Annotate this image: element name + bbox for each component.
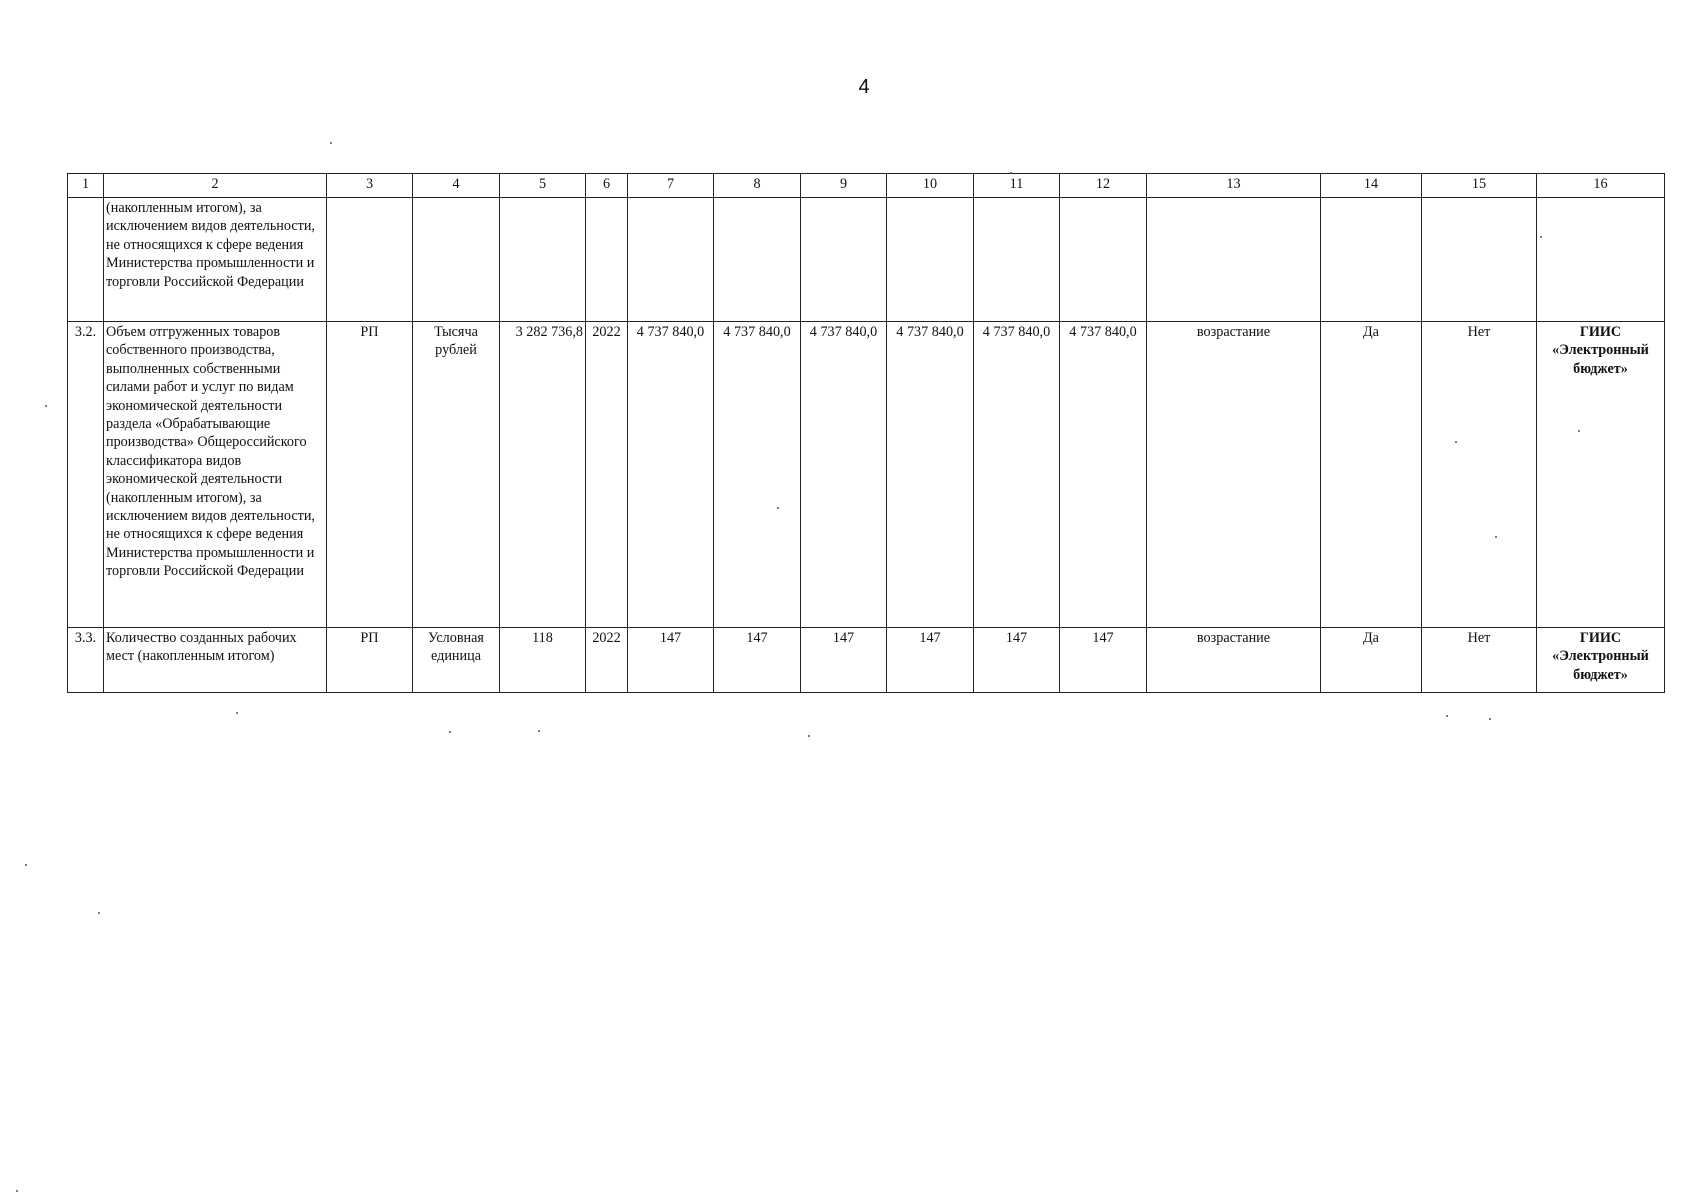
- indicator-name: (накопленным итогом), за исключением видов деятельности, не относящихся к сфере ведения Министерства промышленности и торговли Российской Федерации: [104, 198, 327, 322]
- indicators-table: [67, 173, 1665, 693]
- value-col-7: [628, 198, 714, 322]
- information-system: ГИИС «Электронный бюджет»: [1537, 628, 1665, 693]
- scan-speck: [449, 731, 451, 733]
- scan-speck: [1578, 430, 1580, 432]
- value-col-11: 4 737 840,0: [974, 322, 1060, 628]
- value-col-9: 147: [801, 628, 887, 693]
- column-number: 1: [68, 174, 104, 198]
- page-number: 4: [858, 76, 870, 98]
- column-number: 8: [714, 174, 801, 198]
- indicator-level: РП: [327, 322, 413, 628]
- column-number: 6: [586, 174, 628, 198]
- indicator-name: Объем отгруженных товаров собственного производства, выполненных собственными силами работ и услуг по видам экономической деятельности раздела «Обрабатывающие производства» Общероссийского классификатора видов экономической деятельности (накопленным итогом), за исключением видов деятельности, не относящихся к сфере ведения Министерства промышленности и торговли Российской Федерации: [104, 322, 327, 628]
- base-value: 3 282 736,8: [500, 322, 586, 628]
- scan-speck: [25, 864, 27, 866]
- scan-speck: [1540, 236, 1542, 238]
- trend: возрастание: [1147, 628, 1321, 693]
- column-number: 3: [327, 174, 413, 198]
- value-col-10: [887, 198, 974, 322]
- value-col-8: 147: [714, 628, 801, 693]
- information-system: [1537, 198, 1665, 322]
- value-col-11: [974, 198, 1060, 322]
- unit-of-measure: Условная единица: [413, 628, 500, 693]
- information-system: ГИИС «Электронный бюджет»: [1537, 322, 1665, 628]
- value-col-10: 147: [887, 628, 974, 693]
- table-row: [68, 322, 1665, 628]
- value-col-12: 4 737 840,0: [1060, 322, 1147, 628]
- column-number: 13: [1147, 174, 1321, 198]
- scan-speck: [538, 730, 540, 732]
- unit-of-measure: [413, 198, 500, 322]
- value-col-10: 4 737 840,0: [887, 322, 974, 628]
- unit-of-measure: Тысяча рублей: [413, 322, 500, 628]
- scan-speck: [98, 912, 100, 914]
- value-col-12: [1060, 198, 1147, 322]
- trend: [1147, 198, 1321, 322]
- value-col-12: 147: [1060, 628, 1147, 693]
- column-number: 4: [413, 174, 500, 198]
- column-number: 9: [801, 174, 887, 198]
- base-value: [500, 198, 586, 322]
- column-number: 12: [1060, 174, 1147, 198]
- scan-speck: [1010, 172, 1012, 174]
- scan-speck: [330, 142, 332, 144]
- value-col-7: 4 737 840,0: [628, 322, 714, 628]
- column-number: 10: [887, 174, 974, 198]
- base-year: [586, 198, 628, 322]
- column-number: 2: [104, 174, 327, 198]
- column-15-value: [1422, 198, 1537, 322]
- column-number: 5: [500, 174, 586, 198]
- base-year: 2022: [586, 322, 628, 628]
- scan-speck: [1489, 718, 1491, 720]
- value-col-9: 4 737 840,0: [801, 322, 887, 628]
- value-col-7: 147: [628, 628, 714, 693]
- table-row: [68, 628, 1665, 693]
- column-number: 15: [1422, 174, 1537, 198]
- column-14-value: Да: [1321, 628, 1422, 693]
- column-15-value: Нет: [1422, 628, 1537, 693]
- column-number: 11: [974, 174, 1060, 198]
- value-col-11: 147: [974, 628, 1060, 693]
- row-number: 3.3.: [68, 628, 104, 693]
- indicator-name: Количество созданных рабочих мест (накопленным итогом): [104, 628, 327, 693]
- trend: возрастание: [1147, 322, 1321, 628]
- column-14-value: [1321, 198, 1422, 322]
- column-number: 16: [1537, 174, 1665, 198]
- value-col-9: [801, 198, 887, 322]
- value-col-8: [714, 198, 801, 322]
- scan-speck: [45, 405, 47, 407]
- scan-speck: [808, 735, 810, 737]
- row-number: [68, 198, 104, 322]
- column-number: 14: [1321, 174, 1422, 198]
- scan-speck: [1455, 441, 1457, 443]
- column-15-value: Нет: [1422, 322, 1537, 628]
- value-col-8: 4 737 840,0: [714, 322, 801, 628]
- scan-speck: [236, 712, 238, 714]
- scan-speck: [16, 1190, 18, 1192]
- scan-speck: [777, 507, 779, 509]
- column-number: 7: [628, 174, 714, 198]
- base-value: 118: [500, 628, 586, 693]
- indicator-level: РП: [327, 628, 413, 693]
- column-number-row: [68, 174, 1665, 198]
- scan-speck: [1446, 715, 1448, 717]
- scan-speck: [1495, 536, 1497, 538]
- column-14-value: Да: [1321, 322, 1422, 628]
- base-year: 2022: [586, 628, 628, 693]
- indicator-level: [327, 198, 413, 322]
- table-row: [68, 198, 1665, 322]
- row-number: 3.2.: [68, 322, 104, 628]
